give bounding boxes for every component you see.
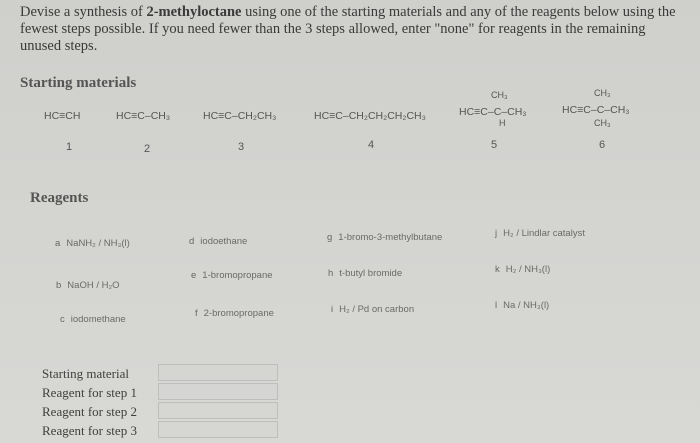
step-3-reagent-input[interactable]: [158, 421, 278, 438]
step-2-label: Reagent for step 2: [42, 404, 137, 419]
starting-material-5-top-group: CH₃: [491, 90, 508, 100]
reagent-a: a NaNH₂ / NH₃(l): [55, 238, 130, 249]
reagent-j: j H₂ / Lindlar catalyst: [495, 228, 585, 239]
question-pre: Devise a synthesis of: [20, 4, 147, 20]
step-1-label: Reagent for step 1: [42, 385, 137, 400]
step-2-reagent-input[interactable]: [158, 402, 278, 419]
starting-material-2-number: 2: [144, 143, 151, 155]
reagent-g: g 1-bromo-3-methylbutane: [327, 232, 443, 243]
starting-material-6-formula: HC≡C–C–CH₃: [562, 104, 630, 116]
reagent-f: f 2-bromopropane: [195, 308, 274, 319]
starting-material-6-top-group: CH₃: [594, 88, 611, 98]
target-compound: 2-methyloctane: [146, 4, 242, 20]
starting-material-3-number: 3: [238, 141, 245, 153]
reagent-c: c iodomethane: [60, 314, 126, 325]
question-post: using one of the starting materials and any of the reagents below using the fewest steps possible. If you need fewer than the 3 steps allowed, enter "none" for reagents in the remaining unused steps.: [20, 4, 676, 54]
starting-material-1-formula: HC≡CH: [44, 110, 81, 122]
reagent-h: h t-butyl bromide: [328, 268, 403, 279]
reagent-e: e 1-bromopropane: [191, 270, 273, 281]
reagent-k: k H₂ / NH₃(l): [495, 264, 551, 275]
answer-labels: [42, 364, 137, 440]
reagent-i: i H₂ / Pd on carbon: [331, 304, 415, 315]
starting-material-5-formula: HC≡C–C–CH₃: [459, 106, 527, 118]
reagents-heading: Reagents: [30, 190, 89, 206]
starting-material-label: Starting material: [42, 366, 130, 381]
starting-material-6-number: 6: [599, 139, 606, 151]
starting-materials-heading: Starting materials: [20, 75, 137, 91]
starting-material-input[interactable]: [158, 364, 278, 381]
reagent-d: d iodoethane: [189, 236, 248, 247]
starting-material-4-formula: HC≡C–CH₂CH₂CH₂CH₃: [314, 110, 426, 122]
starting-material-5-number: 5: [491, 139, 498, 151]
reagent-b: b NaOH / H₂O: [56, 280, 120, 291]
starting-material-1-number: 1: [66, 141, 73, 153]
starting-material-6-bottom-group: CH₃: [594, 118, 611, 128]
starting-material-5-bottom-group: H: [499, 118, 506, 128]
starting-material-4-number: 4: [368, 139, 375, 151]
starting-material-2-formula: HC≡C–CH₃: [116, 110, 171, 122]
starting-material-3-formula: HC≡C–CH₂CH₃: [203, 110, 277, 122]
step-1-reagent-input[interactable]: [158, 383, 278, 400]
question-text: [20, 4, 685, 55]
step-3-label: Reagent for step 3: [42, 423, 137, 438]
reagent-l: l Na / NH₃(l): [495, 300, 550, 311]
